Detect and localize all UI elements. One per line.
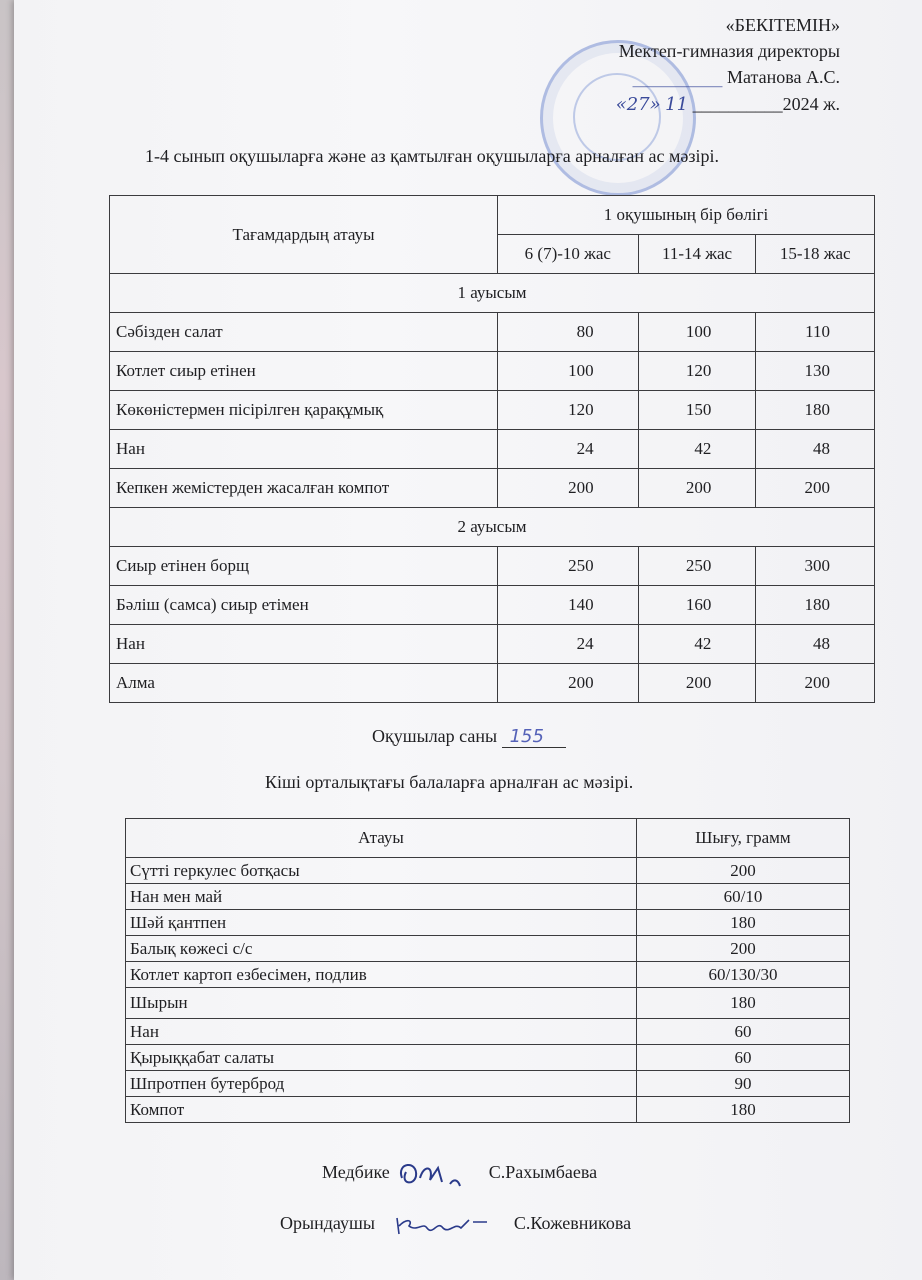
- executor-name: С.Кожевникова: [513, 1213, 632, 1234]
- age-group-1: 6 (7)-10 жас: [498, 235, 639, 274]
- executor-signature: [379, 1210, 509, 1240]
- output-value: 90: [637, 1071, 850, 1097]
- portion-value: 48: [756, 625, 875, 664]
- portion-value: 180: [756, 391, 875, 430]
- nurse-signature-line: [322, 1156, 597, 1192]
- dish-name: Сиыр етінен борщ: [110, 547, 498, 586]
- table-row: [126, 936, 850, 962]
- portion-value: 200: [756, 664, 875, 703]
- dish-name: Кепкен жемістерден жасалған компот: [110, 469, 498, 508]
- portion-value: 140: [498, 586, 639, 625]
- dish-name: Нан: [126, 1019, 637, 1045]
- portion-value: 200: [638, 469, 756, 508]
- approval-position: Мектеп-гимназия директоры: [618, 41, 840, 61]
- output-value: 60: [637, 1019, 850, 1045]
- age-group-3: 15-18 жас: [756, 235, 875, 274]
- dish-name: Алма: [110, 664, 498, 703]
- portion-value: 24: [498, 430, 639, 469]
- students-count-line: [372, 726, 566, 747]
- portion-value: 24: [498, 625, 639, 664]
- nurse-role: Медбике: [322, 1162, 390, 1183]
- portion-value: 42: [638, 430, 756, 469]
- dish-name: Қырыққабат салаты: [126, 1045, 637, 1071]
- portion-value: 80: [498, 313, 639, 352]
- portion-value: 100: [498, 352, 639, 391]
- table-row: [126, 962, 850, 988]
- dish-name: Котлет картоп езбесімен, подлив: [126, 962, 637, 988]
- students-label: Оқушылар саны: [372, 726, 498, 746]
- menu1-col-name: Тағамдардың атауы: [110, 196, 498, 274]
- table-row: [110, 625, 875, 664]
- director-signature: __________: [632, 67, 723, 88]
- portion-value: 300: [756, 547, 875, 586]
- dish-name: Балық көжесі с/с: [126, 936, 637, 962]
- portion-value: 200: [756, 469, 875, 508]
- portion-value: 200: [498, 664, 639, 703]
- approval-director-line: [480, 64, 840, 91]
- table-row: [110, 430, 875, 469]
- table-row: [126, 858, 850, 884]
- output-value: 180: [637, 910, 850, 936]
- dish-name: Нан: [110, 625, 498, 664]
- date-day: «27»: [615, 94, 661, 115]
- table-row: [126, 1097, 850, 1123]
- table-row: [126, 1019, 850, 1045]
- dish-name: Сәбізден салат: [110, 313, 498, 352]
- output-value: 180: [637, 1097, 850, 1123]
- menu1-title: 1-4 сынып оқушыларға және аз қамтылған оқушыларға арналған ас мәзірі.: [145, 146, 719, 166]
- portion-value: 48: [756, 430, 875, 469]
- portion-value: 120: [638, 352, 756, 391]
- portion-value: 100: [638, 313, 756, 352]
- output-value: 200: [637, 858, 850, 884]
- dish-name: Көкөністермен пісірілген қарақұмық: [110, 391, 498, 430]
- portion-value: 150: [638, 391, 756, 430]
- portion-value: 42: [638, 625, 756, 664]
- table-row: [126, 1045, 850, 1071]
- menu2-table: [125, 818, 850, 1123]
- date-year: 2024 ж.: [782, 94, 840, 114]
- menu2-col-name: Атауы: [126, 819, 637, 858]
- portion-value: 180: [756, 586, 875, 625]
- shift1-label: 1 ауысым: [110, 274, 875, 313]
- portion-value: 160: [638, 586, 756, 625]
- menu2-title: Кіші орталықтағы балаларға арналған ас мәзірі.: [265, 772, 634, 792]
- output-value: 60/10: [637, 884, 850, 910]
- dish-name: Нан мен май: [126, 884, 637, 910]
- table-row: [110, 469, 875, 508]
- dish-name: Компот: [126, 1097, 637, 1123]
- output-value: 180: [637, 988, 850, 1019]
- portion-value: 250: [638, 547, 756, 586]
- date-month: 11: [665, 94, 689, 115]
- executor-role: Орындаушы: [280, 1213, 375, 1234]
- table-row: [126, 910, 850, 936]
- approval-block: [480, 12, 840, 118]
- table-row: [110, 352, 875, 391]
- dish-name: Шпротпен бутерброд: [126, 1071, 637, 1097]
- menu2-col-output: Шығу, грамм: [637, 819, 850, 858]
- dish-name: Шырын: [126, 988, 637, 1019]
- table-row: [110, 586, 875, 625]
- director-name: Матанова А.С.: [727, 67, 840, 87]
- menu1-table: [109, 195, 875, 703]
- age-group-2: 11-14 жас: [638, 235, 756, 274]
- output-value: 60: [637, 1045, 850, 1071]
- approval-title: «БЕКІТЕМІН»: [725, 15, 840, 35]
- portion-value: 110: [756, 313, 875, 352]
- portion-value: 120: [498, 391, 639, 430]
- table-row: [110, 664, 875, 703]
- table-row: [126, 988, 850, 1019]
- table-row: [110, 547, 875, 586]
- dish-name: Нан: [110, 430, 498, 469]
- approval-date-line: [480, 91, 840, 118]
- menu1-col-portion: 1 оқушының бір бөлігі: [498, 196, 875, 235]
- students-count: 155: [502, 726, 566, 748]
- portion-value: 130: [756, 352, 875, 391]
- table-row: [110, 391, 875, 430]
- table-row: [126, 1071, 850, 1097]
- nurse-name: С.Рахымбаева: [488, 1162, 598, 1183]
- table-row: [126, 884, 850, 910]
- dish-name: Шәй қантпен: [126, 910, 637, 936]
- output-value: 60/130/30: [637, 962, 850, 988]
- table-row: [110, 313, 875, 352]
- portion-value: 200: [638, 664, 756, 703]
- executor-signature-line: [280, 1210, 631, 1240]
- dish-name: Сүтті геркулес ботқасы: [126, 858, 637, 884]
- dish-name: Котлет сиыр етінен: [110, 352, 498, 391]
- portion-value: 200: [498, 469, 639, 508]
- portion-value: 250: [498, 547, 639, 586]
- nurse-signature: [394, 1156, 484, 1192]
- output-value: 200: [637, 936, 850, 962]
- shift2-label: 2 ауысым: [110, 508, 875, 547]
- date-underline: __________: [692, 94, 783, 114]
- dish-name: Бәліш (самса) сиыр етімен: [110, 586, 498, 625]
